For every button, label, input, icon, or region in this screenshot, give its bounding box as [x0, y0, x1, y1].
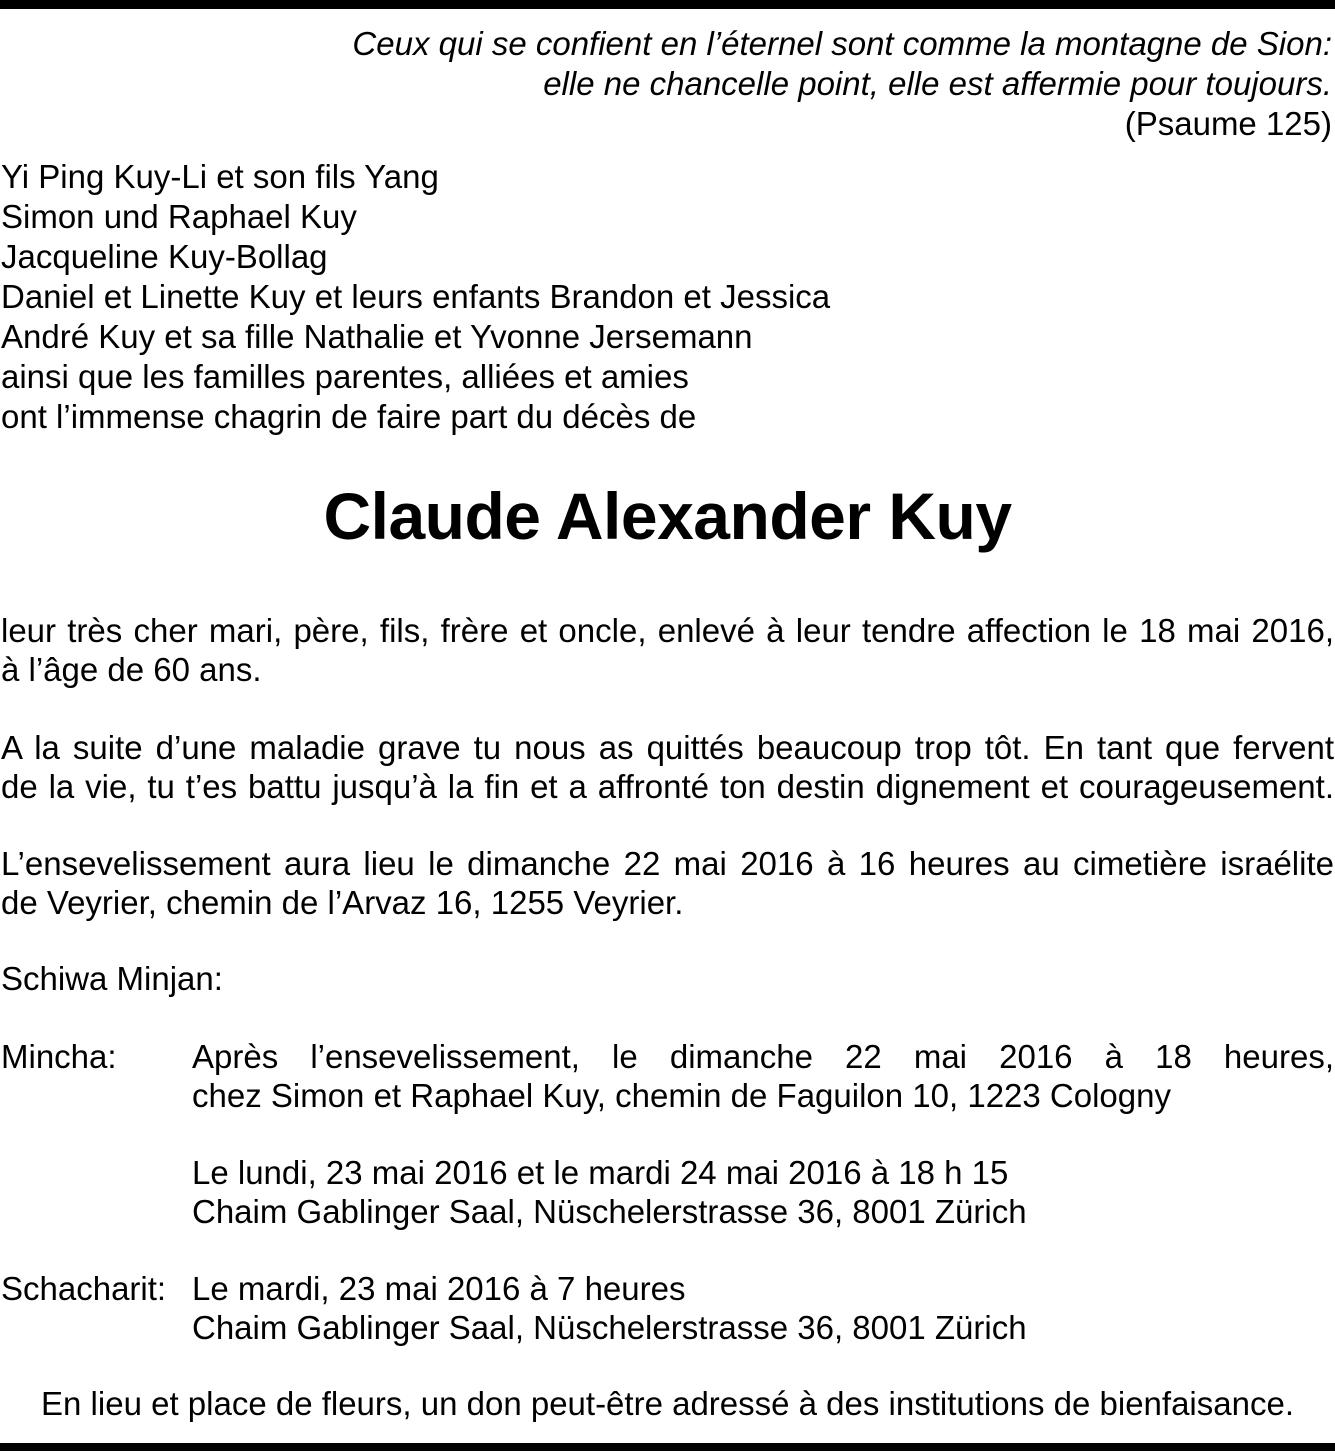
burial-paragraph	[1, 844, 1334, 922]
deceased-name: Claude Alexander Kuy	[323, 479, 1012, 553]
top-border-rule	[0, 0, 1335, 9]
epigraph-line: elle ne chancelle point, elle est affermie pour toujours.	[543, 65, 1332, 102]
family-line: Jacqueline Kuy-Bollag	[1, 238, 328, 275]
family-line: Yi Ping Kuy-Li et son fils Yang	[1, 158, 439, 195]
epigraph-reference: (Psaume 125)	[1124, 105, 1332, 142]
mincha-label: Mincha:	[1, 1038, 117, 1075]
family-line: Daniel et Linette Kuy et leurs enfants Brandon et Jessica	[1, 278, 831, 315]
schacharit-entry	[192, 1269, 1334, 1347]
mincha-line: Après l’ensevelissement, le dimanche 22 mai 2016 à 18 heures,	[192, 1038, 1334, 1075]
paragraph-line: A la suite d’une maladie grave tu nous as quittés beaucoup trop tôt. En tant que fervent	[1, 729, 1334, 766]
paragraph-line: à l’âge de 60 ans.	[1, 651, 262, 688]
mincha-line: Le lundi, 23 mai 2016 et le mardi 24 mai 2016 à 18 h 15	[192, 1154, 1009, 1191]
mincha-line: Chaim Gablinger Saal, Nüschelerstrasse 36, 8001 Zürich	[192, 1193, 1027, 1230]
schiwa-heading	[1, 959, 1334, 998]
family-line: André Kuy et sa fille Nathalie et Yvonne Jersemann	[1, 318, 753, 355]
schacharit-line: Le mardi, 23 mai 2016 à 7 heures	[192, 1270, 686, 1307]
family-line: ont l’immense chagrin de faire part du décès de	[1, 398, 697, 435]
mincha-entry-1	[192, 1037, 1334, 1115]
schacharit-line: Chaim Gablinger Saal, Nüschelerstrasse 36, 8001 Zürich	[192, 1309, 1027, 1346]
family-list	[1, 157, 830, 437]
bottom-border-rule	[0, 1443, 1335, 1451]
epigraph-line: Ceux qui se confient en l’éternel sont comme la montagne de Sion:	[352, 25, 1332, 62]
tribute-paragraph	[1, 728, 1334, 806]
paragraph-line: leur très cher mari, père, fils, frère et oncle, enlevé à leur tendre affection le 18 mai 2016,	[1, 612, 1334, 649]
family-line: ainsi que les familles parentes, alliées et amies	[1, 358, 689, 395]
paragraph-line: de la vie, tu t’es battu jusqu’à la fin et a affronté ton destin dignement et courageusement.	[1, 768, 1334, 805]
relation-paragraph	[1, 611, 1334, 689]
paragraph-line: de Veyrier, chemin de l’Arvaz 16, 1255 Veyrier.	[1, 884, 684, 921]
schacharit-label: Schacharit:	[1, 1270, 167, 1307]
epigraph	[352, 24, 1332, 144]
mincha-line: chez Simon et Raphael Kuy, chemin de Faguilon 10, 1223 Cologny	[192, 1077, 1171, 1114]
paragraph-line: L’ensevelissement aura lieu le dimanche 22 mai 2016 à 16 heures au cimetière israélite	[1, 845, 1334, 882]
schiwa-label: Schiwa Minjan:	[1, 960, 223, 997]
family-line: Simon und Raphael Kuy	[1, 198, 357, 235]
mincha-entry-2	[192, 1153, 1334, 1231]
closing-note: En lieu et place de fleurs, un don peut-être adressé à des institutions de bienfaisance.	[41, 1385, 1294, 1422]
